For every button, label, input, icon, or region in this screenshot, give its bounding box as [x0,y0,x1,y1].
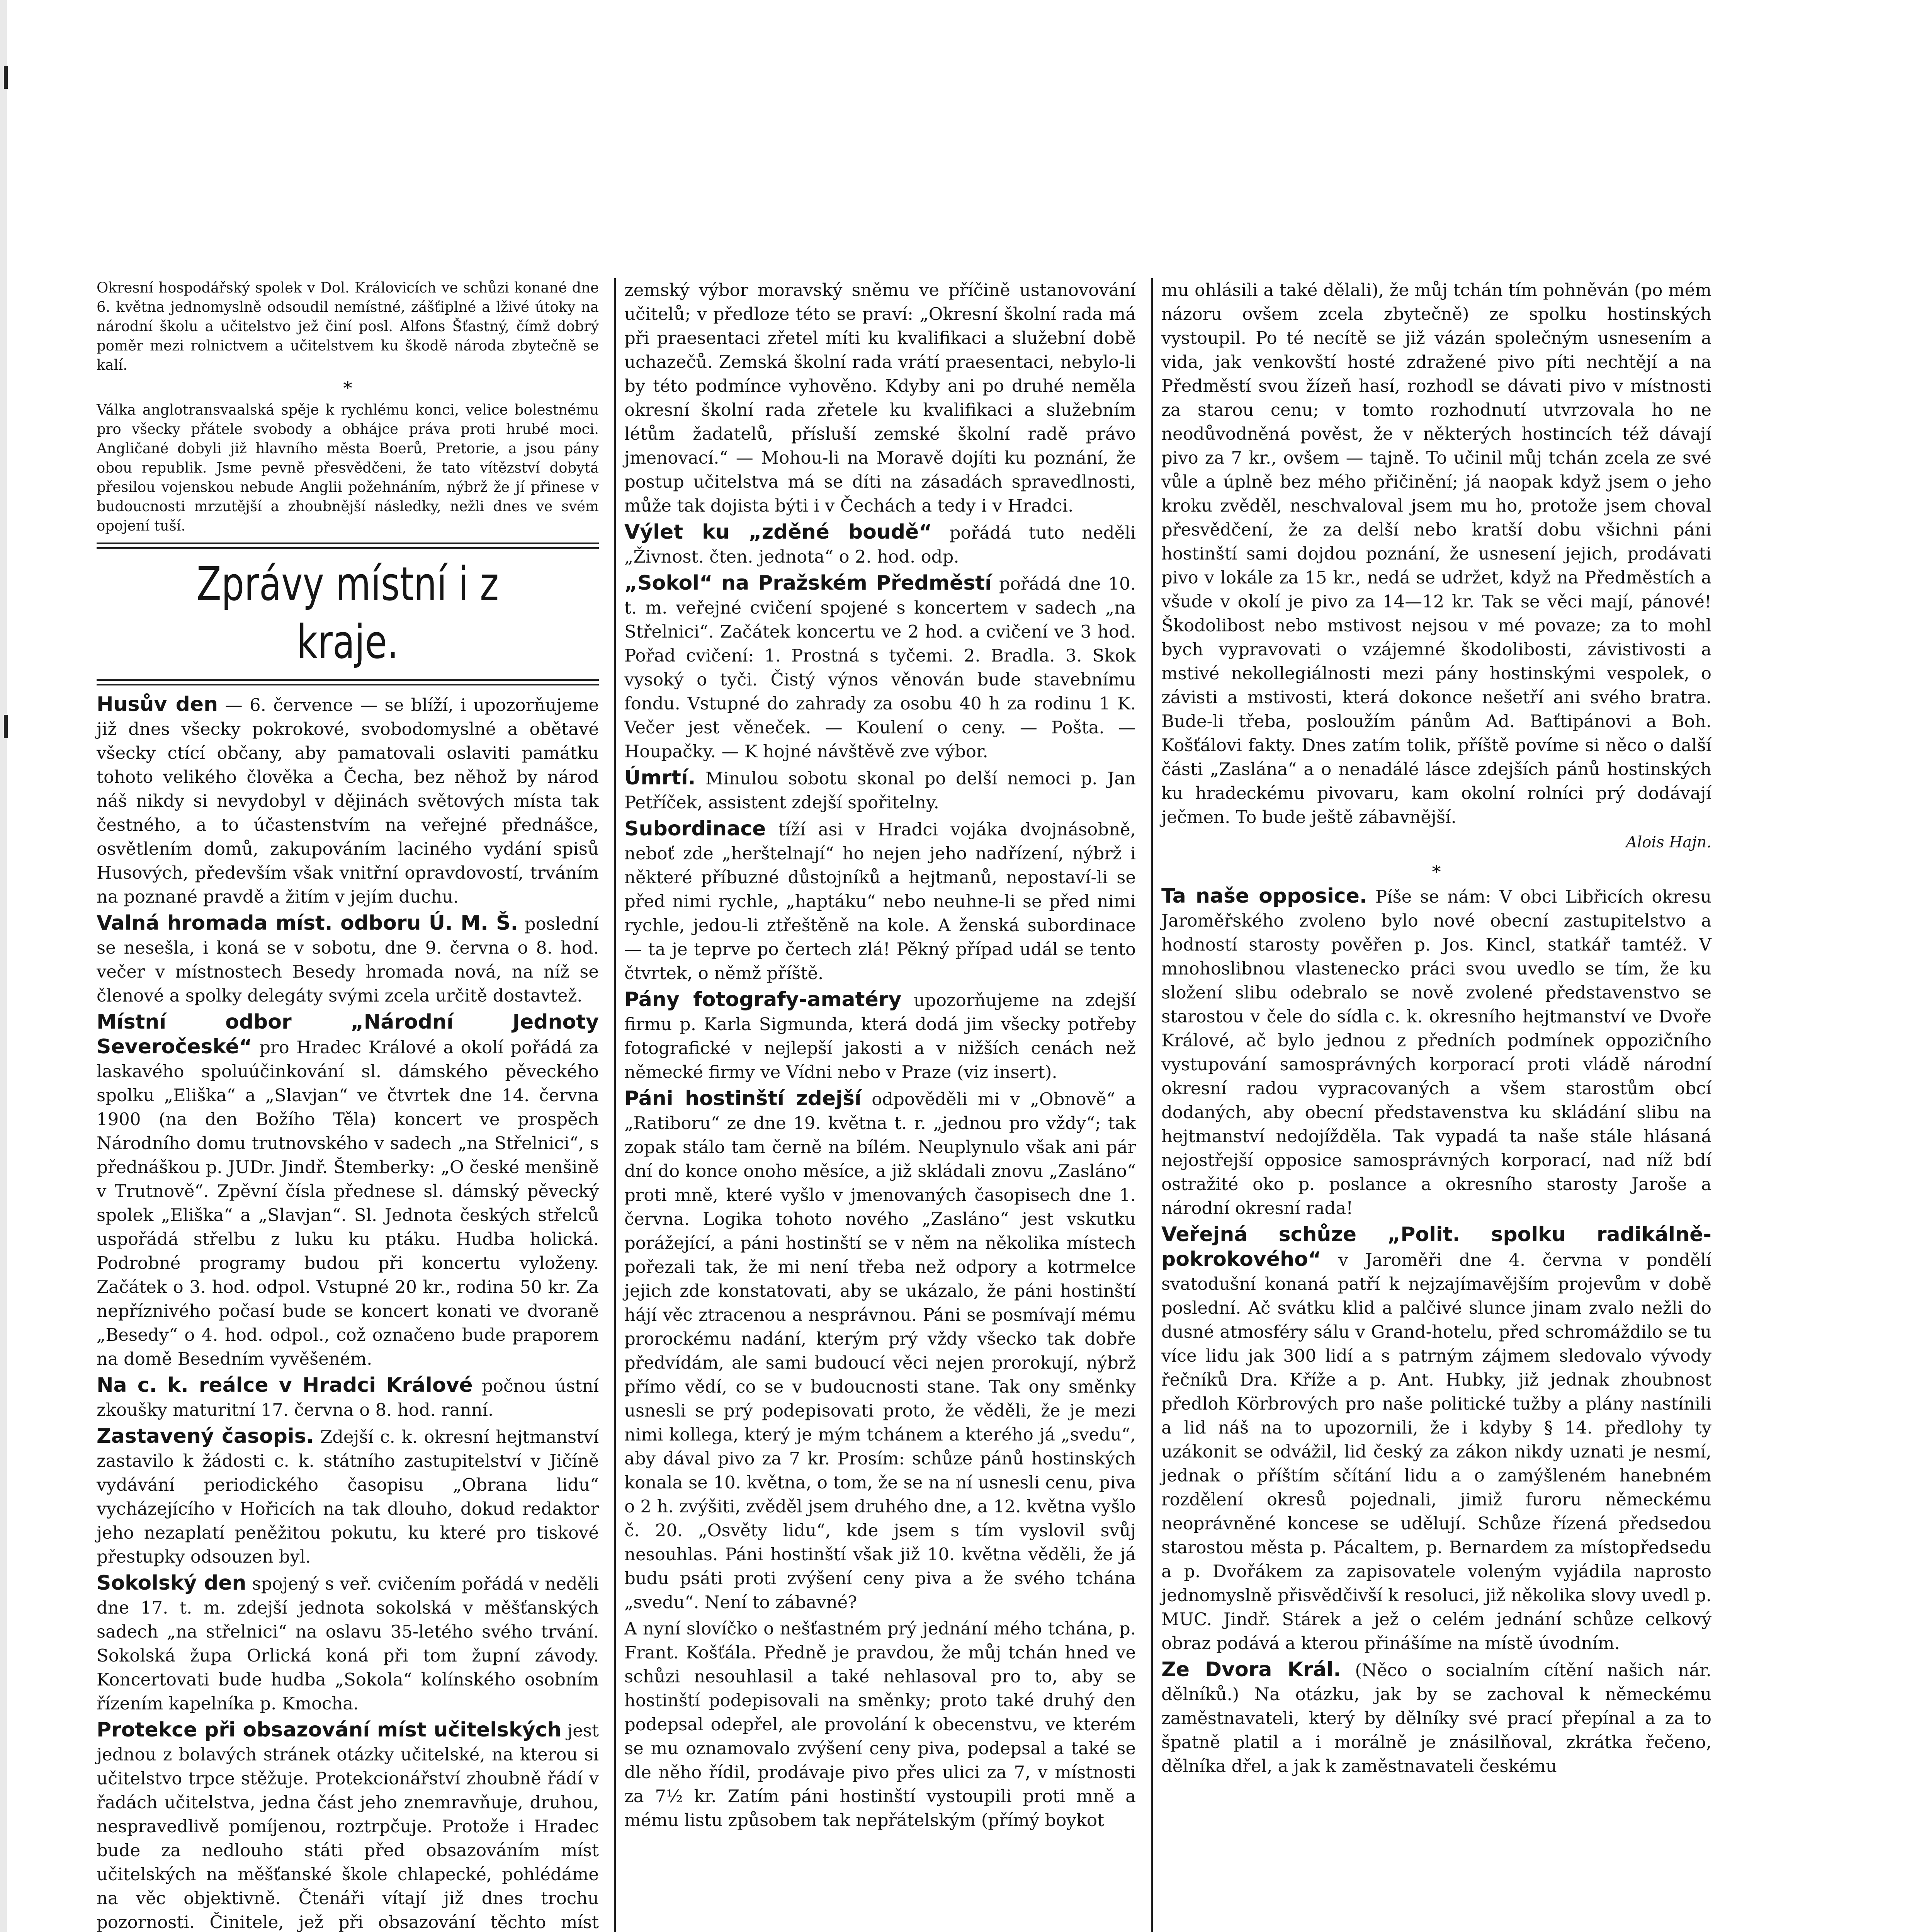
article-zastaveny-casopis [97,1424,599,1569]
article-heading: Subordinace [624,817,766,840]
scan-edge-mark [0,0,7,1932]
article-body: — 6. července — se blíží, i upozorňujeme již dnes všecky pokrokové, svobodomyslné a obětavé všecky ctící občany, aby pamatovali oslaviti památku tohoto velikého člověka a Čecha, bez něhož by národ náš nikdy si nevydobyl v dějinách světových místa tak čestného, a to účastenstvím na veřejné přednášce, osvětlením domů, zakupováním laciného vydání spisů Husových, především však vnitřní opravdovostí, trváním na poznané pravdě a žitím v jejím duchu. [97,695,599,907]
article-heading: Pány fotografy-amatéry [624,988,902,1011]
scan-tick-mark [4,715,8,738]
article-body: (Něco o socialním cítění našich nár. dělníků.) Na otázku, jak by se zachoval k německému zaměstnavateli, který by dělníky své prací přepínal a za to špatně platil a i morálně je znásilňoval, zkrátka řečeno, dělníka dřel, a jak k zaměstnavateli českému [1161,1660,1711,1776]
column-3 [1151,278,1711,1932]
separator-star: * [1432,861,1441,882]
article-subordinace [624,817,1136,985]
article-sokol-predmesti [624,571,1136,764]
scan-tick-mark [4,66,8,89]
article-heading: Ta naše opposice. [1161,884,1367,908]
article-body: pořádá dne 10. t. m. veřejné cvičení spojené s koncertem v sadech „na Střelnici“. Začátek koncertu ve 2 hod. a cvičení ve 3 hod. Pořad cvičení: 1. Prostná s tyčemi. 2. Bradla. 3. Skok vysoký o tyči. Čistý výnos věnován bude stavebnímu fondu. Vstupné do zahrady za osobu 40 h za rodinu 1 K. Večer jest věneček. — Koulení o ceny. — Pošta. — Houpačky. — K hojné návštěvě zve výbor. [624,573,1136,762]
article-body: upozorňujeme na zdejší firmu p. Karla Sigmunda, která dodá jim všecky potřeby fotografické v nejlepší jakosti a v nižších cenách než německé firmy ve Vídni nebo v Praze (viz insert). [624,990,1136,1082]
notice-hospodarsky-spolek: Okresní hospodářský spolek v Dol. Královicích ve schůzi konané dne 6. května jednomyslně odsoudil nemístné, zášťiplné a lživé útoky na národní školu a učitelstvo jež činí posl. Alfons Šťastný, čímž dobrý poměr mezi rolnictvem a učitelstvem ku škodě národa zbytečně se kalí. [97,279,599,373]
article-body: tíží asi v Hradci vojáka dvojnásobně, neboť zde „herštelnají“ ho nejen jeho nadřízení, nýbrž i některé příbuzné důstojníků a hejtmanů, nepostaví-li se před nimi rychle, „haptáku“ nebo neuhne-li se před nimi rychle, jedou-li ztřeštěně na kole. A ženská subordinace — ta je teprve po čertech zlá! Pěkný případ udál se tento čtvrtek, o němž příště. [624,819,1136,983]
article-body: odpověděli mi v „Obnově“ a „Ratiboru“ ze dne 19. května t. r. „jednou pro vždy“; tak zopak stálo tam černě na bílém. Neuplynulo však ani pár dní do konce onoho měsíce, a již skládali znovu „Zasláno“ proti mně, které vyšlo v jmenovaných časopisech dne 1. června. Logika tohoto nového „Zasláno“ jest vskutku porážející, a páni hostinští se v něm na několika místech pořezali tak, že mi není třeba než odpory a kotrmelce jejich zde konstatovati, aby se ukázalo, že páni hostinští hájí věc ztracenou a nesprávnou. Páni se posmívají mému prorockému nadání, kterým prý vždy všecko tak dobře předvídám, ale sami budoucí věci nejen prorokují, nýbrž přímo vědí, co se v budoucnosti stane. Tak ony směnky usnesli se prý podepisovati proto, že věděli, že je mezi nimi kollega, který je mým tchánem a kterého já „svedu“, aby dával pivo za 7 kr. Prosím: schůze pánů hostinských konala se 10. května, o tom, že se na ní usnesli cenu, piva o 2 h. zvýšiti, zvěděl jsem druhého dne, a 12. května vyšlo č. 20. „Osvěty lidu“, kde jsem s tím vyslovil svůj nesouhlas. Páni hostinští však již 10. května věděli, že já budu psáti proti zvýšení ceny piva a že svého tchána „svedu“. Není to zábavné? [624,1089,1136,1612]
separator-star: * [343,378,352,398]
section-rule [97,679,599,685]
article-body: poslední se nesešla, i koná se v sobotu, dne 9. června o 8. hod. večer v místnostech Besedy hromada nová, na níž se členové a spolky delegáty svými zcela určitě dostavtež. [97,913,599,1006]
column-1 [97,278,599,1932]
column-2 [614,278,1136,1932]
article-body: v Jaroměři dne 4. června v pondělí svatodušní konaná patří k nejzajímavějším projevům v době poslední. Ač svátku klid a palčivé slunce jinam zvalo nežli do dusné atmosféry sálu v Grand-hotelu, před schromáždilo se tu více lidu jak 300 lidí a s patrným zájmem sledovalo vývody řečníků Dra. Kříže a p. Ant. Hubky, již jednak zhoubnost předloh Körbrových pro naše politické tužby a plány nastínili a lid náš na to upozornili, že i kdyby § 14. předlohy ty uzákonit se odvážil, lid český za zákon nikdy uznati je nesmí, jednak o příštím sčítání lidu a o zamýšleném hanebném rozdělení okresů pojednali, jimiž furoru německému neoprávněné koncese se udělují. Schůze řízená předsedou starostou města p. Pácaltem, p. Bernardem za místopředsedu a p. Dvořákem za zapisovatele voleným vyjádila naprosto jednomyslně přisvědčivší k resoluci, již několika slovy uvedl p. MUC. Jindř. Stárek a jež o celém jednání schůze celkový obraz podává a kterou přinášíme na místě úvodním. [1161,1250,1711,1653]
article-opposice [1161,884,1711,1220]
article-heading: „Sokol“ na Pražském Předměstí [624,571,992,595]
article-sokolsky-den [97,1571,599,1716]
article-body: Minulou sobotu skonal po delší nemoci p. Jan Petříček, assistent zdejší spořitelny. [624,768,1136,813]
article-protekce [97,1718,599,1932]
article-fotografove [624,988,1136,1084]
article-continuation: mu ohlásili a také dělali), že můj tchán tím pohněván (po mém názoru ovšem zcela zbytečně) ze spolku hostinských vystoupil. Po té necítě se již vázán společným usnesením a vida, jak venkovští hosté zdražené pivo píti nechtějí a na Předměstí svou žízeň hasí, rozhodl se dávati pivo v místnosti za starou cenu; v tomto rozhodnutí utvrzovala ho ne neodůvodněná pověst, že v některých hostincích též dávají pivo za 7 kr., ovšem — tajně. To učinil můj tchán zcela ze své vůle a úplně bez mého přičinění; já naopak když jsem o jeho kroku zvěděl, neschvaloval jsem mu ho, protože jsem choval přesvědčení, že za delší nebo kratší dobu všichni páni hostinští sami dojdou poznání, že usnesení jejich, prodávati pivo v lokále za 15 kr., nedá se udržet, když na Předměstích a všude v okolí je pivo za 14—12 kr. Tak se věci mají, pánové! Škodolibost nebo mstivost nejsou v mé povaze; za to mohl bych vypravovati o vzájemné škodolibosti, závistivosti a mstivé nekollegiálnosti mezi pány hostinskými vespolek, o závisti a mstivosti, která dokonce nešetří ani svého bratra. Bude-li třeba, posloužím pánům Ad. Baťtipánovi a Boh. Košťálovi fakty. Dnes zatím tolik, příště povíme si něco o další části „Zaslána“ a o nenadálé lásce zdejších pánů hostinských ku hradeckému pivovaru, kam okolní rolníci prý dodávají ječmen. To bude ještě zábavnější. [1161,280,1711,827]
article-hostinsti [624,1087,1136,1614]
article-valna-hromada [97,911,599,1008]
article-umrti [624,766,1136,815]
article-body: spojený s veř. cvičením pořádá v neděli dne 17. t. m. zdejší jednota sokolská v měšťanských sadech „na střelnici“ na oslavu 35-letého svého trvání. Sokolská župa Orlická koná při tom župní závody. Koncertovati bude hudba „Sokola“ kolínského osobním řízením kapelníka p. Kmocha. [97,1573,599,1714]
article-heading: Husův den [97,693,218,716]
article-body: pro Hradec Králové a okolí pořádá za laskavého spoluúčinkování sl. dámského pěveckého spolku „Eliška“ a „Slavjan“ ve čtvrtek dne 14. června 1900 (na den Božího Těla) koncert ve prospěch Národního domu trutnovského v sadech „na Střelnici“, s přednáškou p. JUDr. Jindř. Štemberky: „O české menšině v Trutnově“. Zpěvní čísla přednese sl. dámský pěvecký spolek „Eliška“ a „Slavjan“. Sl. Jednota českých střelců uspořádá střelbu z luku ku ptáku. Hudba holická. Podrobné programy budou při koncertu vyloženy. Začátek o 3. hod. odpol. Vstupné 20 kr., rodina 50 kr. Za nepříznivého počasí bude se koncert konati ve dvoraně „Besedy“ o 4. hod. odpol., což označeno bude praporem na domě Besedním vyvěšeném. [97,1037,599,1369]
article-body: jest jednou z bolavých stránek otázky učitelské, na kterou si učitelstvo trpce stěžuje. Protekcionářství zhoubně řádí v řadách učitelstva, jedna část jeho znemravňuje, druhou, nespravedlivě pomíjenou, roztrpčuje. Protože i Hradec bude za nedlouho státi před obsazováním míst učitelských na měšťanské škole chlapecké, pohlédáme na věc objektivně. Čtenáři vítají již dnes trochu pozornosti. Činitele, jež při obsazování těchto míst [97,1720,599,1932]
article-realka [97,1373,599,1422]
article-husuv-den [97,692,599,909]
article-body: pořádá tuto neděli „Živnost. čten. jednota“ o 2. hod. odp. [624,522,1136,567]
article-heading: Ze Dvora Král. [1161,1658,1341,1681]
article-heading: Protekce při obsazování míst učitelských [97,1718,562,1742]
article-body: Zdejší c. k. okresní hejtmanství zastavilo k žádosti c. k. státního zastupitelství v Jičíně vydávání periodického časopisu „Obrana lidu“ vycházejícího v Hořicích na tak dlouho, dokud redaktor jeho nezaplatí peněžitou pokutu, ku které pro tiskové přestupky odsouzen byl. [97,1427,599,1567]
section-title: Zprávy místní i z kraje. [196,558,499,669]
article-heading: Výlet ku „zděné boudě“ [624,520,932,544]
article-paragraph: A nyní slovíčko o nešťastném prý jednání mého tchána, p. Frant. Košťála. Předně je pravdou, že můj tchán hned ve schůzi nesouhlasil a také nehlasoval pro to, aby se hostinští podepisovali na směnky; proto také druhý den podepsal odepřel, ale provolání k obecenstvu, ve kterém se mu oznamovalo zvýšení ceny piva, podepsal a také se dle něho řídil, prodávaje pivo přes ulici za 7, v místnosti za 7½ kr. Zatím páni hostinští vystoupili proti mně a mému listu způsobem tak nepřátelským (přímý boykot [624,1618,1136,1830]
article-narodni-jednota [97,1010,599,1371]
article-heading: Na c. k. reálce v Hradci Králové [97,1374,473,1397]
article-heading: Veřejná schůze „Polit. spolku radikálně-pokrokového“ [1161,1223,1711,1271]
article-heading: Zastavený časopis. [97,1425,314,1448]
notice-valka-anglotransvaalska: Válka anglotransvaalská spěje k rychlému konci, velice bolestnému pro všecky přátele svobody a obhájce práva proti hrubé moci. Angličané dobyli již hlavního města Boerů, Pretorie, a jsou pány obou republik. Jsme pevně přesvědčeni, že tato vítězství dobytá přesilou vojenskou nebude Anglii požehnáním, nýbrž že jí přinese v budoucnosti mrzutější a zhoubnější následky, nežli dnes ve svém opojení tuší. [97,401,599,534]
article-body: počnou ústní zkoušky maturitní 17. června o 8. hod. ranní. [97,1376,599,1420]
article-dvur-kralove [1161,1658,1711,1778]
article-continuation: zemský výbor moravský sněmu ve příčině ustanovování učitelů; v předloze této se praví: „Okresní školní rada má při praesentaci zřetel míti ku kvalifikaci a služební době uchazečů. Zemská školní rada vrátí praesentaci, nebylo-li by této podmínce vyhověno. Kdyby ani po druhé neměla okresní školní rada zřetele ku kvalifikaci a služebním létům žadatelů, přísluší zemské školní radě právo jmenovací.“ — Mohou-li na Moravě dojíti ku poznání, že postup učitelstva má se díti na zásadách spravedlnosti, může tak dojista býti i v Čechách a tedy i v Hradci. [624,280,1136,516]
article-heading: Místní odbor „Národní Jednoty Severočeské“ [97,1010,599,1058]
author-signature: Alois Hajn. [1626,833,1711,851]
article-heading: Valná hromada míst. odboru Ú. M. Š. [97,912,518,935]
article-heading: Sokolský den [97,1571,246,1595]
article-verejna-schuze [1161,1223,1711,1655]
article-body: Píše se nám: V obci Libřicích okresu Jaroměřského zvoleno bylo nové obecní zastupitelstvo a hodností starosty pověřen p. Jos. Kincl, statkář tamtéž. V mnohoslibnou vlastenecko práci svou uvedlo se tím, že ku složení slibu odebralo se nově zvolené představenstvo se starostou v čele do sídla c. k. okresního hejtmanství ve Dvoře Králové, ač bylo jednou z předních podmínek oppozičního vystupování samosprávných korporací proti vládě národní okresní radou vypracovaných a všem starostům obcí dodaných, aby obecní představenstva ku skládání slibu na hejtmanství nedojížděla. Tak vypadá ta naše stále hlásaná nejostřejší opposice samosprávných korporací, nad níž bdí ostražité oko p. poslance a okresního starosty Jaroše a národní okresní rada! [1161,886,1711,1218]
article-vylet [624,520,1136,569]
article-heading: Páni hostinští zdejší [624,1087,862,1110]
short-notices [97,278,599,536]
article-heading: Úmrtí. [624,766,696,789]
section-rule [97,543,599,549]
